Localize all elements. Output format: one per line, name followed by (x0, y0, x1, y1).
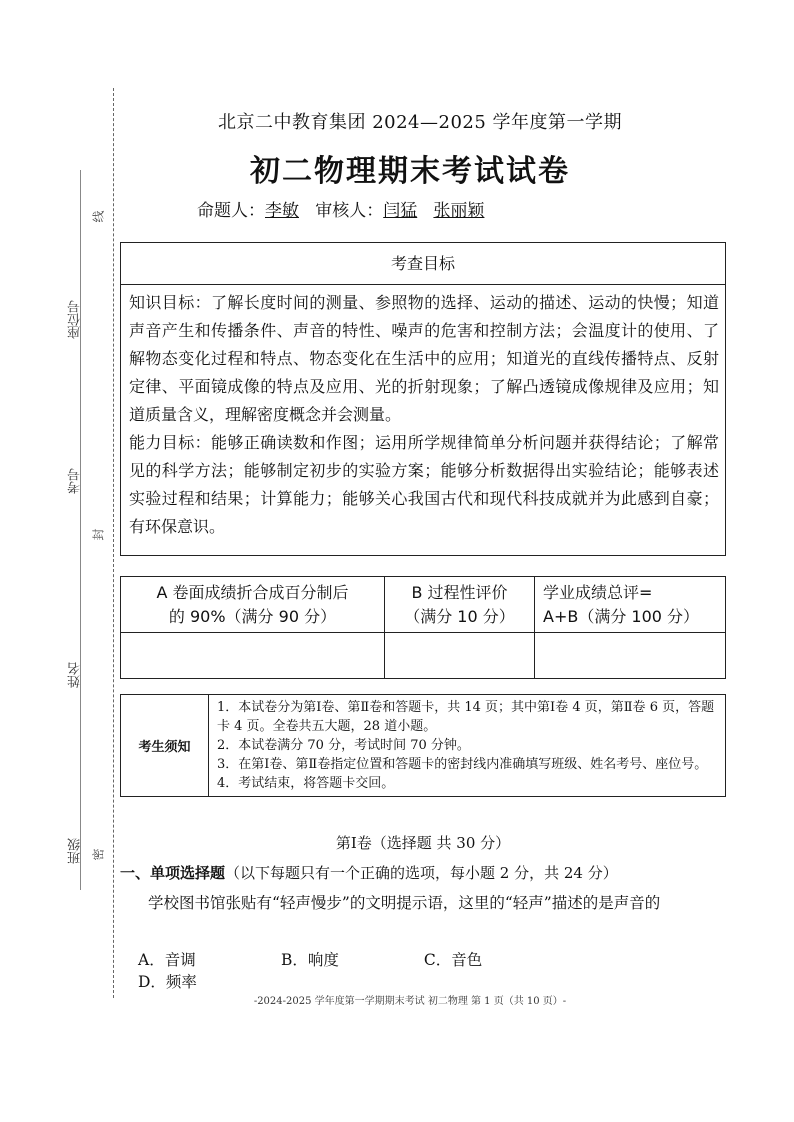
score-header-b-line1: B 过程性评价 (411, 582, 508, 602)
seal-line (113, 88, 114, 998)
candidate-notice (120, 694, 726, 797)
notice-label: 考生须知 (121, 695, 209, 797)
section-one-title: 一、单项选择题 (120, 864, 226, 882)
score-header-b-line2: （满分 10 分） (404, 606, 515, 626)
score-header-total-line2: A+B（满分 100 分） (543, 606, 700, 626)
authors-line (197, 196, 637, 221)
score-header-b (385, 577, 535, 633)
option-a: A．音调 (138, 951, 196, 969)
option-c: C．音色 (423, 951, 483, 969)
goals-heading: 考查目标 (121, 243, 725, 285)
goals-body (121, 285, 725, 541)
score-table (120, 576, 726, 679)
score-header-a-line1: A 卷面成绩折合成百分制后 (156, 582, 349, 602)
reviewer-name-1: 闫猛 (383, 201, 418, 221)
notice-item: 4．考试结束，将答题卡交回。 (217, 776, 395, 791)
notice-item: 2．本试卷满分 70 分，考试时间 70 分钟。 (217, 738, 470, 753)
question-1-options (138, 948, 698, 992)
seal-mark-secret: 密 (91, 848, 106, 861)
reviewer-name-2: 张丽颖 (433, 201, 485, 221)
reviewer-label: 审核人： (315, 201, 384, 221)
notice-items (209, 695, 726, 797)
page-title: 初二物理期末考试试卷 (250, 154, 570, 189)
school-term: 北京二中教育集团 2024—2025 学年度第一学期 (217, 112, 623, 133)
score-cell-b (385, 633, 535, 679)
score-cell-total (535, 633, 726, 679)
section-one-heading (120, 862, 726, 883)
fill-line (80, 170, 81, 890)
name-label: 姓名 (68, 662, 83, 688)
page-footer: -2024-2025 学年度第一学期期末考试 初二物理 第 1 页（共 10 页）- (253, 996, 567, 1007)
notice-item: 1．本试卷分为第Ⅰ卷、第Ⅱ卷和答题卡，共 14 页；其中第Ⅰ卷 4 页，第Ⅱ卷 6 页，答题卡 4 页。全卷共五大题，28 道小题。 (217, 700, 715, 734)
score-header-a (121, 577, 385, 633)
author-name: 李敏 (265, 201, 299, 221)
seal-mark-seal: 封 (91, 528, 106, 541)
score-header-a-line2: 的 90%（满分 90 分） (168, 606, 337, 626)
goals-box (120, 242, 726, 556)
class-label: 班级 (68, 838, 83, 864)
question-1-text: 学校图书馆张贴有“轻声慢步”的文明提示语，这里的“轻声”描述的是声音的 (148, 894, 661, 912)
seal-mark-line: 线 (91, 210, 106, 223)
author-label: 命题人： (197, 201, 265, 221)
option-b: B．响度 (280, 951, 339, 969)
notice-item: 3．在第Ⅰ卷、第Ⅱ卷指定位置和答题卡的密封线内准确填写班级、姓名考号、座位号。 (217, 757, 708, 772)
score-cell-a (121, 633, 385, 679)
exam-number-label: 考号 (68, 468, 83, 494)
seat-number-label: 座位号 (68, 300, 83, 339)
option-d: D．频率 (138, 973, 197, 991)
part-one-heading: 第Ⅰ卷（选择题 共 30 分） (335, 834, 511, 852)
ability-goals: 能力目标：能够正确读数和作图；运用所学规律简单分析问题并获得结论；了解常见的科学方法；能够制定初步的实验方案；能够分析数据得出实验结论；能够表述实验过程和结果；计算能力；能够关心我国古代和现代科技成就并为此感到自豪；有环保意识。 (129, 433, 719, 536)
score-header-total-line1: 学业成绩总评= (543, 582, 653, 602)
score-header-total (535, 577, 726, 633)
knowledge-goals: 知识目标：了解长度时间的测量、参照物的选择、运动的描述、运动的快慢；知道声音产生和传播条件、声音的特性、噪声的危害和控制方法；会温度计的使用、了解物态变化过程和特点、物态变化在生活中的应用；知道光的直线传播特点、反射定律、平面镜成像的特点及应用、光的折射现象；了解凸透镜成像规律及应用；知道质量含义，理解密度概念并会测量。 (129, 293, 719, 424)
section-one-note: （以下每题只有一个正确的选项，每小题 2 分，共 24 分） (225, 864, 618, 882)
